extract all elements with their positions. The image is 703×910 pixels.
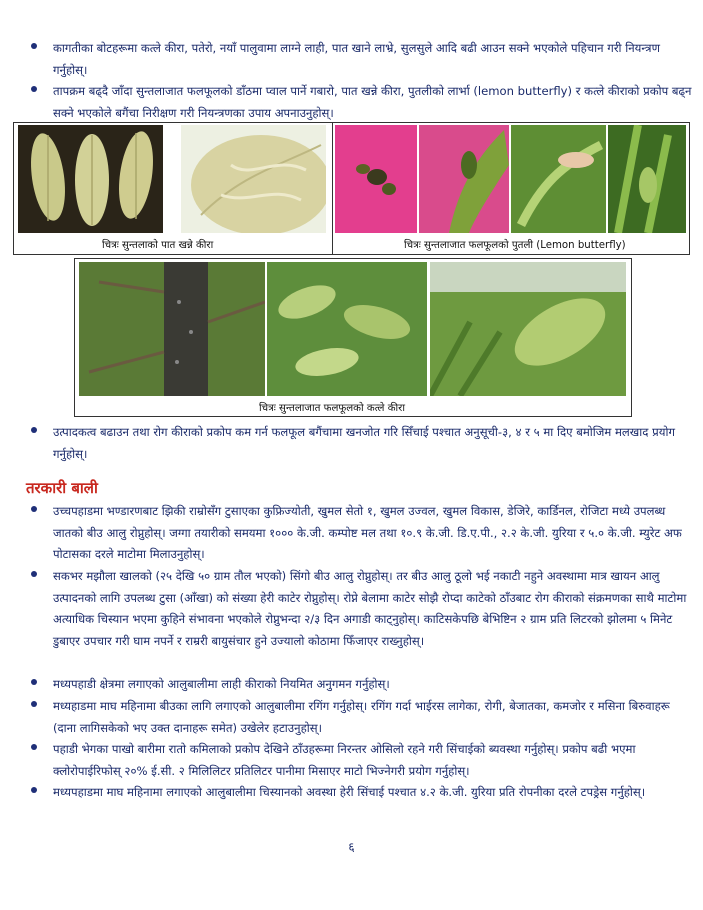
bullet-fertilizer — [31, 422, 703, 465]
bullet-text: उच्चपहाडमा भण्डारणबाट झिकी राम्रोसँग टुसाएका कुफ्रिज्योती, खुमल सेतो १, खुमल उज्वल, खुमल विकास, डेजिरे, कार्डिनल, रोजिटा मध्ये उपलब्ध जातको बीउ आलु रोप्नुहोस्। जग्गा तयारीको समयमा १००० के.जी. कम्पोष्ट मल तथा १०.९ के.जी. डि.ए.पी., २.२ के.जी. युरिया र ५.० के.जी. म्युरेट अफ पोटासका दरले माटोमा मिलाउनुहोस्। — [53, 504, 682, 561]
scale-insect-photo-1 — [79, 262, 265, 396]
bullet-dot — [31, 427, 37, 433]
bullet-text: सकभर मझौला खालको (२५ देखि ५० ग्राम तौल भएको) सिंगो बीउ आलु रोप्नुहोस्। तर बीउ आलु ठूलो भई नकाटी नहुने अवस्थामा मात्र खायन आलु उत्पादनको लागि उपलब्ध टुसा (आँखा) को संख्या हेरी काटेर रोप्नुहोस्। रोप्ने बेलामा काटेर सोझै रोप्दा काटेको ठाँउबाट रोग कीराको संक्रमणका साथै माटोमा अत्याधिक चिस्यान भएमा कुहिने संभावना भएकोले रोप्नुभन्दा २/३ दिन अगाडी काट्नुहोस्। काटिसकेपछि बेभिष्टिन २ ग्राम प्रति लिटरको झोलमा ५ मिनेट डुबाएर उपचार गरी घाम नपर्ने र राम्ररी बायुसंचार हुने उज्यालो कोठामा फिँजाएर राख्नुहोस्। — [53, 569, 687, 648]
bullet-text: उत्पादकत्व बढाउन तथा रोग कीराको प्रकोप कम गर्न फलफूल बगैंचामा खनजोत गरि सिँचाई पश्चात अनुसूची-३, ४ र ५ मा दिए बमोजिम मलखाद प्रयोग गर्नुहोस्। — [53, 425, 675, 461]
bullet-dot — [31, 571, 37, 577]
figure-row-scale-insect — [74, 258, 632, 417]
figure-row-leaf-butterfly — [13, 122, 690, 255]
bullet-dot — [31, 506, 37, 512]
bullet-text: पहाडी भेगका पाखो बारीमा रातो कमिलाको प्रकोप देखिने ठाँउहरूमा निरन्तर ओसिलो रहने गरी सिंचाईको ब्यवस्था गर्नुहोस्। प्रकोप बढी भएमा क्लोरोपाईरिफोस् २०% ई.सी. २ मिलिलिटर प्रतिलिटर पानीमा मिसाएर माटो भिज्नेगरी प्रयोग गर्नुहोस्। — [53, 742, 636, 778]
bullet-temperature-pests — [31, 81, 703, 124]
butterfly-photo-4 — [608, 125, 686, 233]
bullet-red-ant — [31, 739, 703, 782]
bullet-top-dress — [31, 782, 703, 804]
caption-leaf-miner: चित्रः सुन्तलाको पात खन्ने कीरा — [102, 240, 214, 251]
bullet-dot — [31, 679, 37, 685]
butterfly-photo-1 — [335, 125, 417, 233]
butterfly-photo-2 — [419, 125, 509, 233]
bullet-seed-potato-size — [31, 566, 703, 652]
bullet-lime-pests — [31, 38, 703, 81]
butterfly-photo-3 — [511, 125, 606, 233]
bullet-roguing — [31, 696, 703, 739]
bullet-aphid-monitoring — [31, 674, 703, 696]
leaf-miner-photo-2 — [181, 125, 326, 233]
caption-lemon-butterfly: चित्रः सुन्तलाजात फलफूलको पुतली (Lemon butterfly) — [404, 240, 626, 251]
caption-scale-insect: चित्रः सुन्तलाजात फलफूलको कत्ले कीरा — [259, 403, 405, 414]
bullet-dot — [31, 787, 37, 793]
bullet-text: मध्यपहाडी क्षेत्रमा लगाएको आलुबालीमा लाही कीराको नियमित अनुगमन गर्नुहोस्। — [53, 677, 390, 691]
bullet-dot — [31, 744, 37, 750]
scale-insect-photo-2 — [267, 262, 427, 396]
bullet-text: तापक्रम बढ्दै जाँदा सुन्तलाजात फलफूलको डाँठमा प्वाल पार्ने गबारो, पात खन्ने कीरा, पुतलीको लार्भा (lemon butterfly) र कत्ले कीराको प्रकोप बढ्न सक्ने भएकोले बगैंचा निरीक्षण गरी नियन्त्रणका उपाय अपनाउनुहोस्। — [53, 84, 692, 120]
bullet-dot — [31, 43, 37, 49]
page-number: ६ — [348, 840, 355, 854]
section-title-vegetable-crops: तरकारी बाली — [26, 479, 98, 497]
bullet-dot — [31, 86, 37, 92]
bullet-text: मध्यहाडमा माघ महिनामा बीउका लागि लगाएको आलुबालीमा रगिंग गर्नुहोस्। रगिंग गर्दा भाईरस लागेका, रोगी, बेजातका, कमजोर र मसिना बिरुवाहरू (दाना लागिसकेको भए उक्त दानाहरू समेत) उखेलेर हटाउनुहोस्। — [53, 699, 670, 735]
bullet-dot — [31, 701, 37, 707]
scale-insect-photo-3 — [430, 262, 626, 396]
bullet-text: कागतीका बोटहरूमा कत्ले कीरा, पतेरो, नयाँ पालुवामा लाग्ने लाही, पात खाने लाभ्रे, सुलसुले आदि बढी आउन सक्ने भएकोले पहिचान गरी नियन्त्रण गर्नुहोस्। — [53, 41, 660, 77]
leaf-miner-photo-1 — [18, 125, 163, 233]
bullet-potato-varieties — [31, 501, 703, 566]
bullet-text: मध्यपहाडमा माघ महिनामा लगाएको आलुबालीमा चिस्यानको अवस्था हेरी सिंचाई पश्चात ४.२ के.जी. युरिया प्रति रोपनीका दरले टपड्रेस गर्नुहोस्। — [53, 785, 646, 799]
